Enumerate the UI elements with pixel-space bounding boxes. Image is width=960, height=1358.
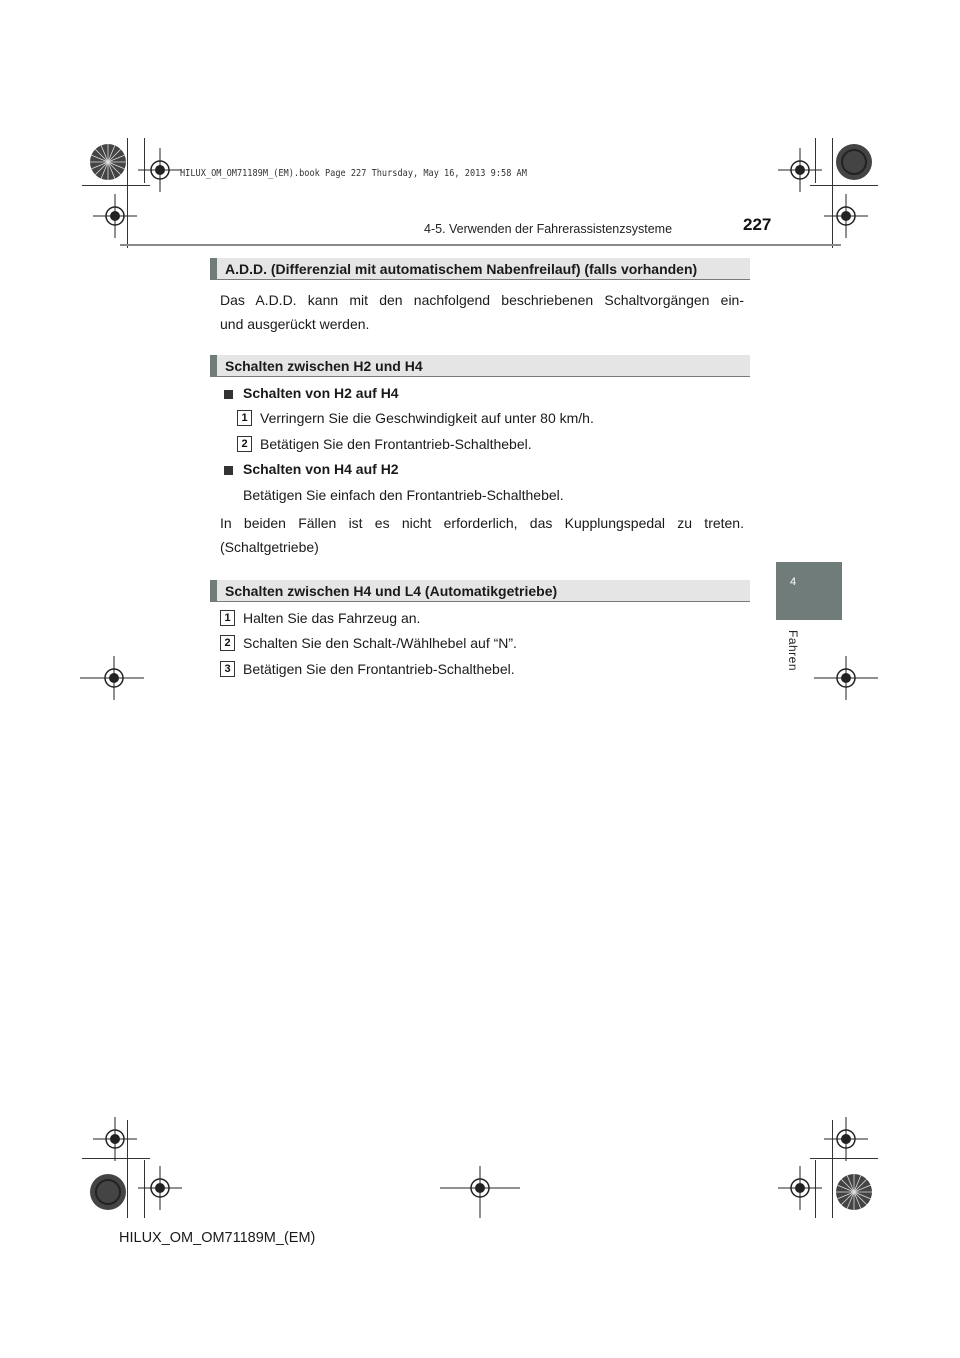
crosshair-mark-icon bbox=[80, 656, 144, 700]
crosshair-mark-icon bbox=[440, 1166, 520, 1218]
crosshair-mark-icon bbox=[824, 194, 868, 238]
crosshair-mark-icon bbox=[778, 1166, 822, 1210]
heading-h4-l4 bbox=[210, 580, 750, 602]
crosshair-mark-icon bbox=[814, 656, 878, 700]
book-info-line: HILUX_OM_OM71189M_(EM).book Page 227 Thursday, May 16, 2013 9:58 AM bbox=[180, 168, 527, 179]
heading-add bbox=[210, 258, 750, 280]
bullet-square-icon bbox=[224, 466, 233, 475]
step-text: Betätigen Sie den Frontantrieb-Schalthebel. bbox=[260, 436, 532, 452]
header-rule bbox=[120, 244, 841, 246]
step-text: Schalten Sie den Schalt-/Wählhebel auf “N”. bbox=[243, 635, 517, 651]
heading-h2-h4-text: Schalten zwischen H2 und H4 bbox=[225, 358, 423, 374]
chapter-label: Fahren bbox=[786, 630, 800, 672]
add-paragraph-line2: und ausgerückt werden. bbox=[220, 316, 370, 332]
crosshair-mark-icon bbox=[138, 1166, 182, 1210]
starburst-mark-icon bbox=[88, 142, 128, 182]
crosshair-mark-icon bbox=[93, 194, 137, 238]
step-number: 2 bbox=[237, 436, 252, 452]
bullet-square-icon bbox=[224, 390, 233, 399]
chapter-tab bbox=[776, 562, 842, 620]
page-number: 227 bbox=[743, 215, 772, 234]
step-number: 1 bbox=[220, 610, 235, 626]
step-number: 2 bbox=[220, 635, 235, 651]
heading-h4-l4-text: Schalten zwischen H4 und L4 (Automatikgetriebe) bbox=[225, 583, 558, 599]
starburst-mark-icon bbox=[834, 1172, 874, 1212]
crosshair-mark-icon bbox=[138, 148, 182, 192]
starburst-mark-icon bbox=[834, 142, 874, 182]
add-paragraph-line1: Das A.D.D. kann mit den nachfolgend beschriebenen Schaltvorgängen ein- bbox=[220, 292, 744, 308]
heading-h2-h4 bbox=[210, 355, 750, 377]
step-text: Verringern Sie die Geschwindigkeit auf unter 80 km/h. bbox=[260, 410, 594, 426]
heading-add-text: A.D.D. (Differenzial mit automatischem Nabenfreilauf) (falls vorhanden) bbox=[225, 261, 698, 277]
subheading-h2-to-h4: Schalten von H2 auf H4 bbox=[243, 385, 399, 401]
chapter-tab-number: 4 bbox=[790, 576, 797, 588]
crosshair-mark-icon bbox=[778, 148, 822, 192]
starburst-mark-icon bbox=[88, 1172, 128, 1212]
step-number: 3 bbox=[220, 661, 235, 677]
crosshair-mark-icon bbox=[93, 1117, 137, 1161]
step-number: 1 bbox=[237, 410, 252, 426]
subheading-h4-to-h2: Schalten von H4 auf H2 bbox=[243, 461, 399, 477]
crosshair-mark-icon bbox=[824, 1117, 868, 1161]
note-line1: In beiden Fällen ist es nicht erforderlich, das Kupplungspedal zu treten. bbox=[220, 515, 744, 531]
section-title: 4-5. Verwenden der Fahrerassistenzsysteme bbox=[424, 222, 673, 236]
h4-to-h2-text: Betätigen Sie einfach den Frontantrieb-Schalthebel. bbox=[243, 487, 564, 503]
step-text: Halten Sie das Fahrzeug an. bbox=[243, 610, 421, 626]
footer-document-code: HILUX_OM_OM71189M_(EM) bbox=[119, 1230, 316, 1246]
step-text: Betätigen Sie den Frontantrieb-Schalthebel. bbox=[243, 661, 515, 677]
note-line2: (Schaltgetriebe) bbox=[220, 539, 319, 555]
